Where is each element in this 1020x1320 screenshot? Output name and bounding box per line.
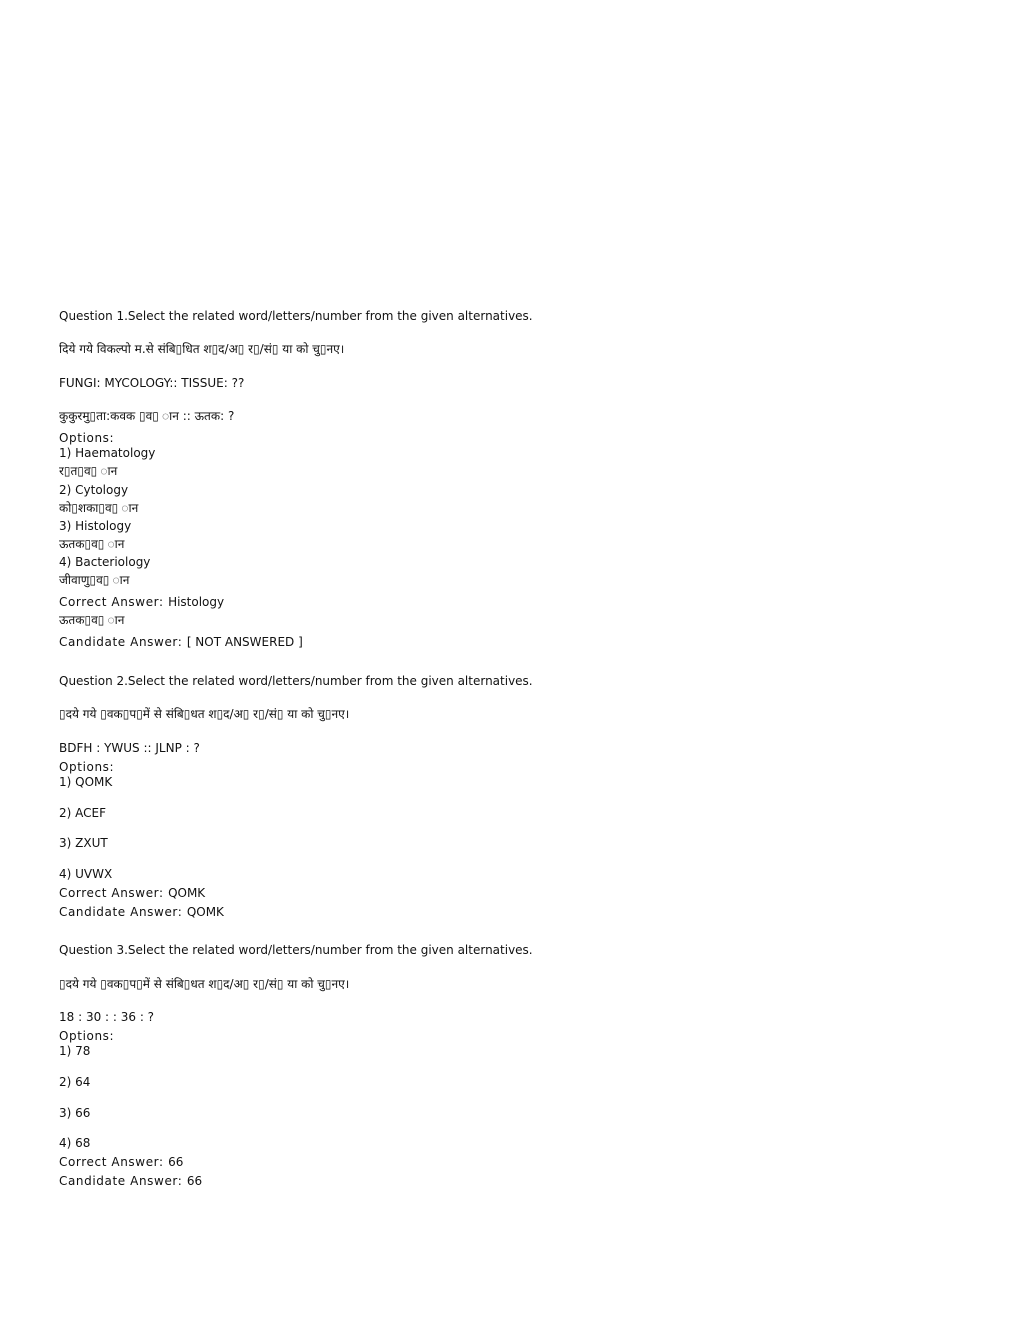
- option-hindi: ऊतक▯व▯ ान: [59, 537, 125, 551]
- candidate-answer-label: Candidate Answer:: [59, 905, 187, 919]
- hindi-instruction: ▯दये गये ▯वक▯प▯में से संबि▯धत श▯द/अ▯ र▯/सं▯ या को चु▯नए।: [59, 977, 350, 991]
- question-prompt-hindi: कुकुरमु▯ता:कवक ▯व▯ ान :: ऊतक: ?: [59, 409, 235, 423]
- options-label: Options:: [59, 431, 115, 445]
- option: 2) Cytology: [59, 483, 129, 497]
- hindi-instruction: ▯दये गये ▯वक▯प▯में से संबि▯धत श▯द/अ▯ र▯/सं▯ या को चु▯नए।: [59, 707, 350, 721]
- correct-answer: [59, 1155, 183, 1169]
- question-title: Question 1.Select the related word/letters/number from the given alternatives.: [59, 309, 533, 323]
- option: 3) ZXUT: [59, 836, 108, 850]
- hindi-instruction: दिये गये विकल्पो म.से संबि▯धित श▯द/अ▯ र▯/सं▯ या को चु▯नए।: [59, 342, 345, 356]
- option-hindi: र▯त▯व▯ ान: [59, 464, 118, 478]
- option: 1) Haematology: [59, 446, 156, 460]
- question-prompt: BDFH : YWUS :: JLNP : ?: [59, 741, 200, 755]
- question-title: Question 3.Select the related word/letters/number from the given alternatives.: [59, 943, 533, 957]
- candidate-answer-value: 66: [186, 1174, 203, 1188]
- candidate-answer-label: Candidate Answer:: [59, 635, 187, 649]
- correct-answer-value: Histology: [168, 595, 225, 609]
- correct-answer-value: 66: [168, 1155, 184, 1169]
- correct-answer-label: Correct Answer:: [59, 886, 169, 900]
- option: 2) ACEF: [59, 806, 106, 820]
- correct-answer-label: Correct Answer:: [59, 1155, 169, 1169]
- candidate-answer: [59, 905, 224, 919]
- question-prompt: 18 : 30 : : 36 : ?: [59, 1010, 155, 1024]
- option: 1) 78: [59, 1044, 91, 1058]
- option-hindi: जीवाणु▯व▯ ान: [59, 573, 130, 587]
- option: 4) UVWX: [59, 867, 113, 881]
- candidate-answer-label: Candidate Answer:: [59, 1174, 187, 1188]
- question-title: Question 2.Select the related word/letters/number from the given alternatives.: [59, 674, 533, 688]
- correct-answer-label: Correct Answer:: [59, 595, 169, 609]
- correct-answer: [59, 595, 224, 609]
- option-hindi: को▯शका▯व▯ ान: [59, 501, 139, 515]
- options-label: Options:: [59, 760, 115, 774]
- option: 4) 68: [59, 1136, 91, 1150]
- option: 3) 66: [59, 1106, 91, 1120]
- question-prompt: FUNGI: MYCOLOGY:: TISSUE: ??: [59, 376, 245, 390]
- option: 3) Histology: [59, 519, 132, 533]
- correct-answer-value: QOMK: [168, 886, 206, 900]
- candidate-answer: [59, 635, 303, 649]
- correct-answer: [59, 886, 205, 900]
- option: 2) 64: [59, 1075, 91, 1089]
- candidate-answer-value: QOMK: [186, 905, 224, 919]
- candidate-answer-value: [ NOT ANSWERED ]: [186, 635, 303, 649]
- candidate-answer: [59, 1174, 202, 1188]
- option: 1) QOMK: [59, 775, 113, 789]
- option: 4) Bacteriology: [59, 555, 151, 569]
- options-label: Options:: [59, 1029, 115, 1043]
- correct-answer-hindi: ऊतक▯व▯ ान: [59, 613, 125, 627]
